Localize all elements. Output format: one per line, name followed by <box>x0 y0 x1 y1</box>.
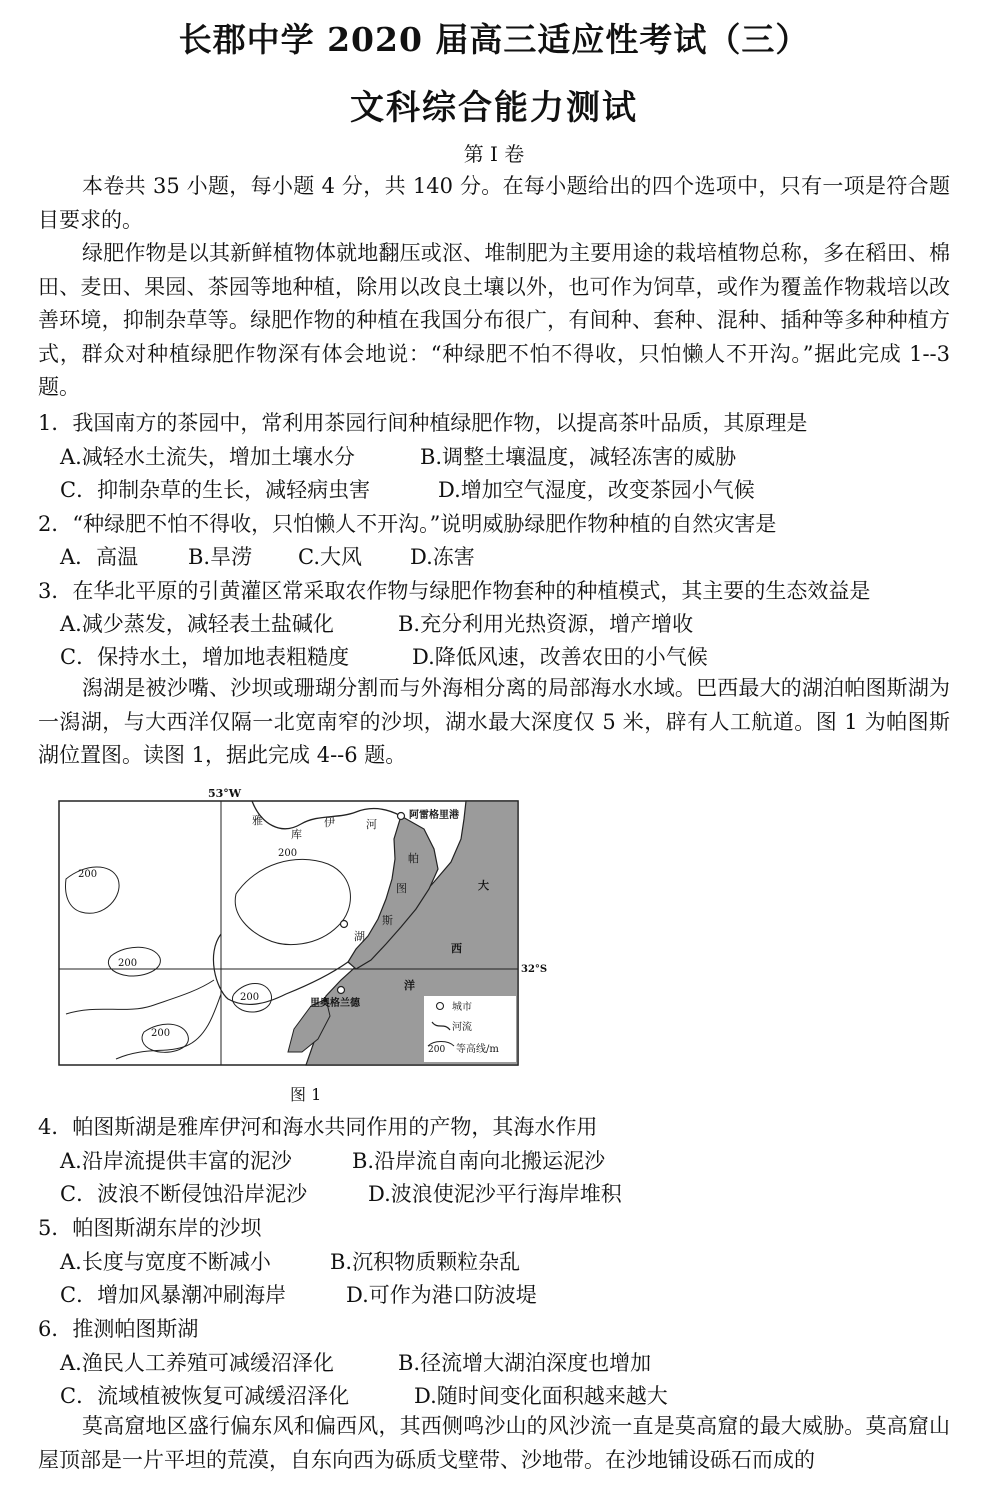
lat-label: 32°S <box>521 964 548 975</box>
contour-label-2: 200 <box>278 848 298 859</box>
intro-paragraph: 本卷共 35 小题，每小题 4 分，共 140 分。在每小题给出的四个选项中，只有一项是符合题目要求的。 <box>38 174 950 232</box>
question-4-stem: 4．帕图斯湖是雅库伊河和海水共同作用的产物，其海水作用 <box>38 1115 598 1139</box>
ocean-label-2: 西 <box>451 942 462 955</box>
figure-patos-lagoon-map <box>56 784 548 1074</box>
question-3-stem: 3．在华北平原的引黄灌区常采取农作物与绿肥作物套种的种植模式，其主要的生态效益是 <box>38 579 871 603</box>
question-6-option-d: D.随时间变化面积越来越大 <box>414 1384 668 1408</box>
question-2-stem: 2．“种绿肥不怕不得收，只怕懒人不开沟。”说明威胁绿肥作物种植的自然灾害是 <box>38 512 777 536</box>
ocean-label-1: 大 <box>478 879 489 892</box>
question-6-option-c: C．流域植被恢复可减缓沼泽化 <box>60 1384 350 1408</box>
river-label-1: 雅 <box>252 814 263 827</box>
question-6-option-b: B.径流增大湖泊深度也增加 <box>398 1351 652 1375</box>
city-porto-alegre-marker <box>398 813 405 820</box>
question-5-option-a: A.长度与宽度不断减小 <box>60 1250 271 1274</box>
lake-label-4: 湖 <box>354 930 365 943</box>
lake-label-2: 图 <box>396 882 407 895</box>
city-lakeside-marker <box>341 921 348 928</box>
question-1-option-d: D.增加空气湿度，改变茶园小气候 <box>438 478 755 502</box>
question-5-option-b: B.沉积物质颗粒杂乱 <box>330 1250 521 1274</box>
question-4-option-c: C．波浪不断侵蚀沿岸泥沙 <box>60 1182 308 1206</box>
question-1-option-c: C．抑制杂草的生长，减轻病虫害 <box>60 478 371 502</box>
contour-label-1: 200 <box>78 869 98 880</box>
question-6-stem: 6．推测帕图斯湖 <box>38 1317 199 1341</box>
passage-mogao: 莫高窟地区盛行偏东风和偏西风，其西侧鸣沙山的风沙流一直是莫高窟的最大威胁。莫高窟山屋顶部是一片平坦的荒漠，自东向西为砾质戈壁带、沙地带。在沙地铺设砾石而成的 <box>38 1414 950 1472</box>
city-south-label: 里奥格兰德 <box>310 998 360 1009</box>
question-2-option-a: A．高温 <box>60 545 139 569</box>
contour-label-5: 200 <box>151 1028 171 1039</box>
figure-caption: 图 1 <box>290 1085 322 1104</box>
question-2-option-c: C.大风 <box>298 545 362 569</box>
volume-label: 第 I 卷 <box>463 142 525 166</box>
question-3-option-d: D.降低风速，改善农田的小气候 <box>412 645 708 669</box>
river-label-2: 库 <box>291 828 302 841</box>
legend-city: 城市 <box>452 1002 472 1013</box>
city-north-label: 阿雷格里港 <box>409 810 459 821</box>
river-label-3: 伊 <box>324 816 335 829</box>
question-4-option-d: D.波浪使泥沙平行海岸堆积 <box>368 1182 622 1206</box>
exam-subtitle: 文科综合能力测试 <box>350 88 638 128</box>
question-5-option-d: D.可作为港口防波堤 <box>346 1283 537 1307</box>
question-5-stem: 5．帕图斯湖东岸的沙坝 <box>38 1216 262 1240</box>
lon-label: 53°W <box>208 787 242 800</box>
legend-city-icon <box>437 1003 444 1010</box>
lake-label-1: 帕 <box>408 852 419 865</box>
passage-lagoon: 潟湖是被沙嘴、沙坝或珊瑚分割而与外海相分离的局部海水水域。巴西最大的湖泊帕图斯湖为一潟湖，与大西洋仅隔一北宽南窄的沙坝，湖水最大深度仅 5 米，辟有人工航道。图 1 为帕图斯湖位置图。读图 1，据此完成 4--6 题。 <box>38 676 950 767</box>
question-1-option-a: A.减轻水土流失，增加土壤水分 <box>60 445 355 469</box>
question-2-option-b: B.旱涝 <box>188 545 253 569</box>
question-1-stem: 1．我国南方的茶园中，常利用茶园行间种植绿肥作物，以提高茶叶品质，其原理是 <box>38 411 808 435</box>
lake-label-3: 斯 <box>382 914 393 927</box>
question-3-option-c: C．保持水土，增加地表粗糙度 <box>60 645 350 669</box>
contour-label-4: 200 <box>240 992 260 1003</box>
exam-title: 长郡中学 2020 届高三适应性考试（三） <box>178 20 810 59</box>
passage-green-manure: 绿肥作物是以其新鲜植物体就地翻压或沤、堆制肥为主要用途的栽培植物总称，多在稻田、棉田、麦田、果园、茶园等地种植，除用以改良土壤以外，也可作为饲草，或作为覆盖作物栽培以改善环境，抑制杂草等。绿肥作物的种植在我国分布很广，有间种、套种、混种、插种等多种种植方式，群众对种植绿肥作物深有体会地说：“种绿肥不怕不得收，只怕懒人不开沟。”据此完成 1--3 题。 <box>38 241 950 399</box>
question-3-option-b: B.充分利用光热资源，增产增收 <box>398 612 694 636</box>
legend-river: 河流 <box>452 1022 472 1033</box>
ocean-label-3: 洋 <box>404 979 415 992</box>
legend-contour: 等高线/m <box>456 1044 499 1055</box>
legend-contour-value: 200 <box>428 1045 446 1055</box>
river-label-4: 河 <box>366 818 377 831</box>
contour-label-3: 200 <box>118 958 138 969</box>
question-2-option-d: D.冻害 <box>410 545 475 569</box>
question-1-option-b: B.调整土壤温度，减轻冻害的威胁 <box>420 445 737 469</box>
question-5-option-c: C．增加风暴潮冲刷海岸 <box>60 1283 287 1307</box>
question-6-option-a: A.渔民人工养殖可减缓沼泽化 <box>60 1351 334 1375</box>
question-4-option-b: B.沿岸流自南向北搬运泥沙 <box>352 1149 606 1173</box>
question-3-option-a: A.减少蒸发，减轻表土盐碱化 <box>60 612 334 636</box>
question-4-option-a: A.沿岸流提供丰富的泥沙 <box>60 1149 292 1173</box>
map-legend <box>424 996 516 1062</box>
city-rio-grande-marker <box>338 987 345 994</box>
